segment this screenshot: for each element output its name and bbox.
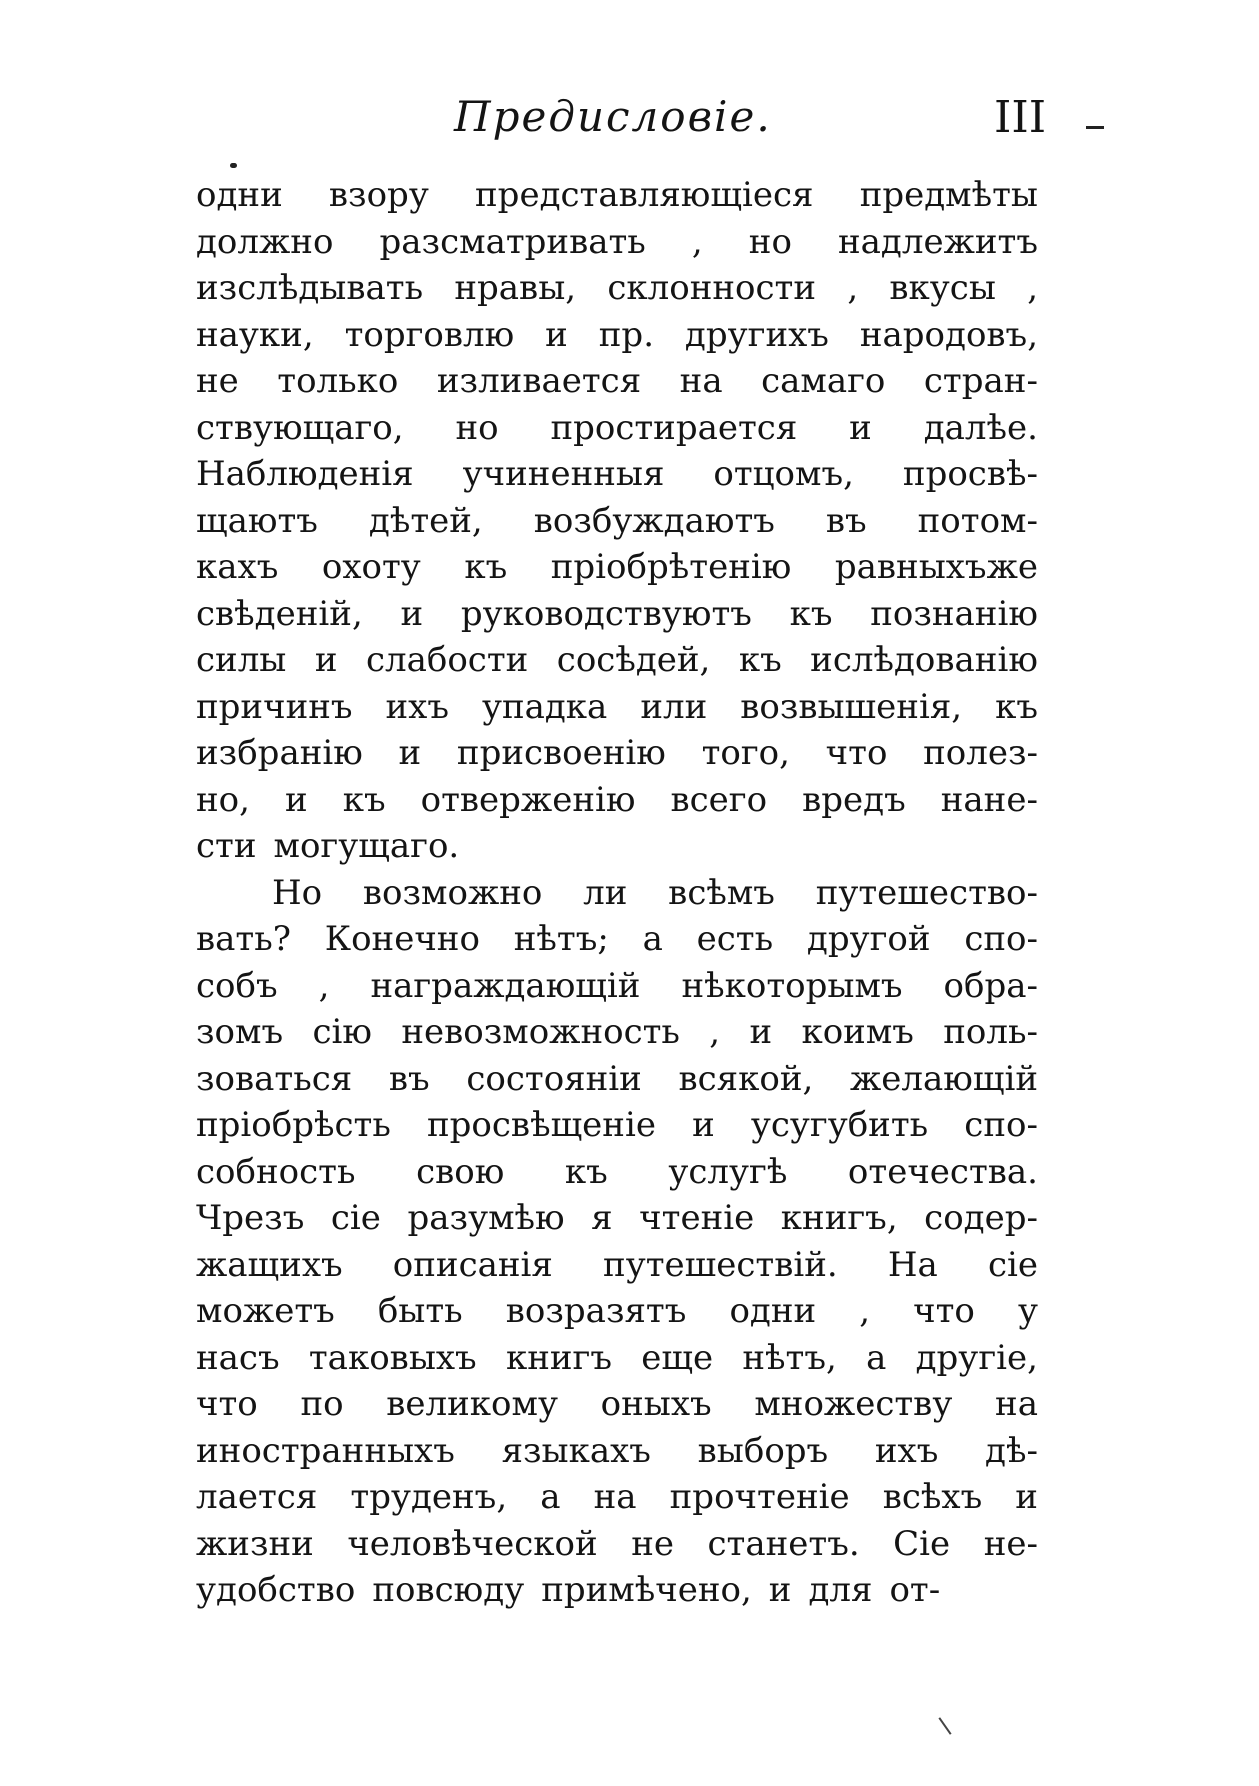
text-line: [196, 916, 1038, 963]
text-line: [196, 265, 1038, 312]
word: пр.: [598, 314, 654, 355]
word: ,: [847, 268, 859, 308]
word: насъ: [196, 1337, 280, 1378]
word: отечества.: [847, 1151, 1038, 1192]
word: Наблюденія: [196, 454, 414, 494]
word: сіе: [987, 1244, 1038, 1285]
word: но: [455, 407, 499, 448]
word: Сіе: [893, 1523, 951, 1564]
text-line: [196, 405, 1038, 452]
text-line: [196, 1056, 1038, 1103]
word: Но: [272, 872, 323, 913]
word: равныхъже: [834, 547, 1038, 587]
word: прочтеніе: [669, 1477, 850, 1517]
word: простирается: [550, 407, 798, 448]
word: изслѣдывать: [196, 268, 424, 308]
word: описанія: [392, 1244, 553, 1285]
word: награждающій: [370, 965, 641, 1006]
word: и: [1015, 1477, 1038, 1517]
word: разумѣю: [407, 1198, 565, 1238]
word: нане-: [940, 779, 1038, 820]
word: просвѣщеніе: [426, 1105, 656, 1145]
word: въ: [388, 1058, 430, 1099]
page-header: [196, 92, 1046, 152]
word: къ: [342, 779, 386, 820]
word: или: [640, 686, 708, 727]
word: и: [749, 1012, 773, 1052]
text-line: [196, 870, 1038, 917]
word: путешество-: [815, 872, 1038, 913]
word: невозможность: [401, 1012, 680, 1052]
word: лается: [196, 1477, 318, 1517]
word: жащихъ: [196, 1244, 343, 1285]
word: повсюду: [372, 1570, 525, 1610]
text-line: [196, 823, 1038, 870]
word: ,: [318, 965, 330, 1006]
word: ,: [859, 1291, 871, 1331]
ink-speck: [230, 163, 237, 168]
word: ислѣдованію: [810, 640, 1038, 680]
word: ихъ: [385, 686, 449, 727]
word: и: [849, 407, 872, 448]
word: полез-: [923, 733, 1038, 773]
word: труденъ,: [350, 1477, 508, 1517]
word: всего: [670, 779, 768, 820]
word: кахъ: [196, 547, 279, 587]
word: от-: [889, 1570, 941, 1610]
word: того,: [701, 733, 790, 773]
word: возвышенія,: [740, 686, 963, 727]
text-line: [196, 172, 1038, 219]
running-title: Предисловіе.: [454, 92, 772, 141]
word: нѣкоторымъ: [681, 965, 903, 1006]
text-line: [196, 1242, 1038, 1289]
word: На: [887, 1244, 938, 1285]
word: другой: [806, 919, 931, 959]
word: взору: [328, 175, 429, 215]
text-line: [196, 498, 1038, 545]
word: усугубить: [750, 1105, 929, 1145]
word: обра-: [943, 965, 1038, 1006]
word: предмѣты: [859, 175, 1038, 215]
word: а: [642, 919, 663, 959]
word: въ: [825, 500, 867, 541]
word: познанію: [870, 593, 1038, 634]
text-line: [196, 591, 1038, 638]
word: и: [398, 733, 422, 773]
word: руководствуютъ: [460, 593, 752, 634]
word: изливается: [436, 361, 642, 401]
word: множеству: [754, 1384, 953, 1424]
word: слабости: [365, 640, 529, 680]
word: не-: [983, 1523, 1038, 1564]
word: учиненныя: [462, 454, 665, 494]
word: а: [866, 1337, 887, 1378]
word: на: [995, 1384, 1038, 1424]
text-line: [196, 1474, 1038, 1521]
word: къ: [995, 686, 1038, 727]
word: должно: [196, 221, 334, 262]
word: нѣтъ,: [742, 1337, 837, 1378]
word: таковыхъ: [308, 1337, 477, 1378]
word: поль-: [943, 1012, 1038, 1052]
text-line: [196, 1521, 1038, 1568]
word: Чрезъ: [196, 1198, 305, 1238]
word: и: [768, 1570, 792, 1610]
word: оныхъ: [600, 1384, 712, 1424]
text-line: [196, 1102, 1038, 1149]
word: ихъ: [874, 1430, 939, 1471]
word: и: [545, 314, 568, 355]
text-line: [196, 777, 1038, 824]
word: не: [631, 1523, 674, 1564]
word: собность: [196, 1151, 356, 1192]
word: чтеніе: [639, 1198, 755, 1238]
word: и: [314, 640, 338, 680]
word: другихъ: [684, 314, 829, 355]
word: просвѣ-: [902, 454, 1038, 494]
word: далѣе.: [923, 407, 1038, 448]
word: человѣческой: [347, 1523, 598, 1564]
word: у: [1017, 1291, 1038, 1331]
word: и: [400, 593, 424, 634]
page-number: III: [994, 92, 1047, 143]
word: содер-: [924, 1198, 1038, 1238]
word: надлежитъ: [838, 221, 1038, 262]
word: книгъ: [505, 1337, 612, 1378]
word: разсматривать: [379, 221, 646, 262]
word: одни: [729, 1291, 817, 1331]
text-line: [196, 544, 1038, 591]
word: станетъ.: [707, 1523, 860, 1564]
text-line: [196, 312, 1038, 359]
text-line: [196, 1195, 1038, 1242]
word: силы: [196, 640, 287, 680]
text-line: [196, 451, 1038, 498]
word: не: [196, 361, 239, 401]
word: но: [748, 221, 792, 262]
word: для: [808, 1570, 873, 1610]
word: есть: [696, 919, 774, 959]
text-line: [196, 637, 1038, 684]
header-dash-mark: [1086, 126, 1104, 129]
word: отцомъ,: [713, 454, 854, 494]
word: всѣмъ: [668, 872, 775, 913]
word: къ: [564, 1151, 608, 1192]
word: сти: [196, 826, 257, 866]
word: но,: [196, 779, 250, 820]
word: избранію: [196, 733, 363, 773]
word: книгъ,: [780, 1198, 898, 1238]
word: свѣденій,: [196, 593, 363, 634]
word: ,: [1027, 268, 1038, 308]
word: спо-: [964, 919, 1038, 959]
word: великому: [386, 1384, 558, 1424]
word: щаютъ: [196, 500, 318, 541]
word: торговлю: [344, 314, 515, 355]
word: что: [913, 1291, 975, 1331]
word: ли: [583, 872, 628, 913]
text-line: [196, 1381, 1038, 1428]
word: пріобрѣтенію: [550, 547, 792, 587]
word: представляющіеся: [475, 175, 814, 215]
word: я: [591, 1198, 613, 1238]
word: сію: [312, 1012, 372, 1052]
word: нѣтъ;: [513, 919, 609, 959]
word: къ: [789, 593, 833, 634]
word: зомъ: [196, 1012, 284, 1052]
word: собъ: [196, 965, 278, 1006]
word: выборъ: [697, 1430, 829, 1471]
word: Конечно: [324, 919, 480, 959]
word: желающій: [849, 1058, 1038, 1099]
word: дѣтей,: [368, 500, 483, 541]
word: что: [196, 1384, 258, 1424]
word: еще: [641, 1337, 714, 1378]
word: къ: [464, 547, 508, 587]
word: пріобрѣсть: [196, 1105, 391, 1145]
text-line: [196, 1428, 1038, 1475]
text-line: [196, 684, 1038, 731]
word: по: [300, 1384, 344, 1424]
word: ствующаго,: [196, 407, 404, 448]
word: упадка: [481, 686, 608, 727]
word: быть: [377, 1291, 463, 1331]
word: а: [540, 1477, 561, 1517]
word: на: [593, 1477, 637, 1517]
word: вредъ: [802, 779, 906, 820]
text-line: [196, 963, 1038, 1010]
word: услугѣ: [668, 1151, 788, 1192]
word: склонности: [607, 268, 817, 308]
text-line: [196, 358, 1038, 405]
word: возразятъ: [505, 1291, 687, 1331]
word: удобство: [196, 1570, 356, 1610]
word: дѣ-: [985, 1430, 1038, 1471]
word: отверженію: [420, 779, 636, 820]
word: на: [679, 361, 723, 401]
word: путешествій.: [603, 1244, 838, 1285]
word: вкусы: [889, 268, 996, 308]
word: и: [284, 779, 308, 820]
word: свою: [416, 1151, 505, 1192]
text-line: [196, 1335, 1038, 1382]
word: возбуждаютъ: [533, 500, 775, 541]
word: присвоенію: [456, 733, 666, 773]
word: всякой,: [678, 1058, 814, 1099]
text-line: [196, 1288, 1038, 1335]
text-line: [196, 1149, 1038, 1196]
word: къ: [738, 640, 782, 680]
word: другіе,: [915, 1337, 1038, 1378]
word: коимъ: [801, 1012, 914, 1052]
word: самаго: [761, 361, 886, 401]
word: охоту: [321, 547, 421, 587]
word: спо-: [964, 1105, 1038, 1145]
word: языкахъ: [501, 1430, 651, 1471]
word: ,: [709, 1012, 721, 1052]
word: ,: [691, 221, 703, 262]
word: и: [692, 1105, 715, 1145]
word: стран-: [923, 361, 1038, 401]
word: потом-: [917, 500, 1038, 541]
word: могущаго.: [273, 826, 460, 866]
text-line: [196, 730, 1038, 777]
word: сіе: [330, 1198, 381, 1238]
word: нравы,: [454, 268, 577, 308]
word: всѣхъ: [882, 1477, 983, 1517]
text-line: [196, 1567, 1038, 1614]
word: вать?: [196, 919, 291, 959]
word: сосѣдей,: [556, 640, 711, 680]
word: одни: [196, 175, 283, 215]
scan-artifact-mark: [938, 1717, 951, 1735]
word: науки,: [196, 314, 314, 355]
text-line: [196, 219, 1038, 266]
word: примѣчено,: [541, 1570, 752, 1610]
word: причинъ: [196, 686, 353, 727]
word: состояніи: [466, 1058, 642, 1099]
word: только: [277, 361, 399, 401]
body-text: [196, 172, 1038, 1614]
word: жизни: [196, 1523, 314, 1564]
word: народовъ,: [859, 314, 1038, 355]
word: можетъ: [196, 1291, 335, 1331]
word: что: [825, 733, 888, 773]
text-line: [196, 1009, 1038, 1056]
word: возможно: [362, 872, 543, 913]
word: зоваться: [196, 1058, 353, 1099]
word: иностранныхъ: [196, 1430, 455, 1471]
